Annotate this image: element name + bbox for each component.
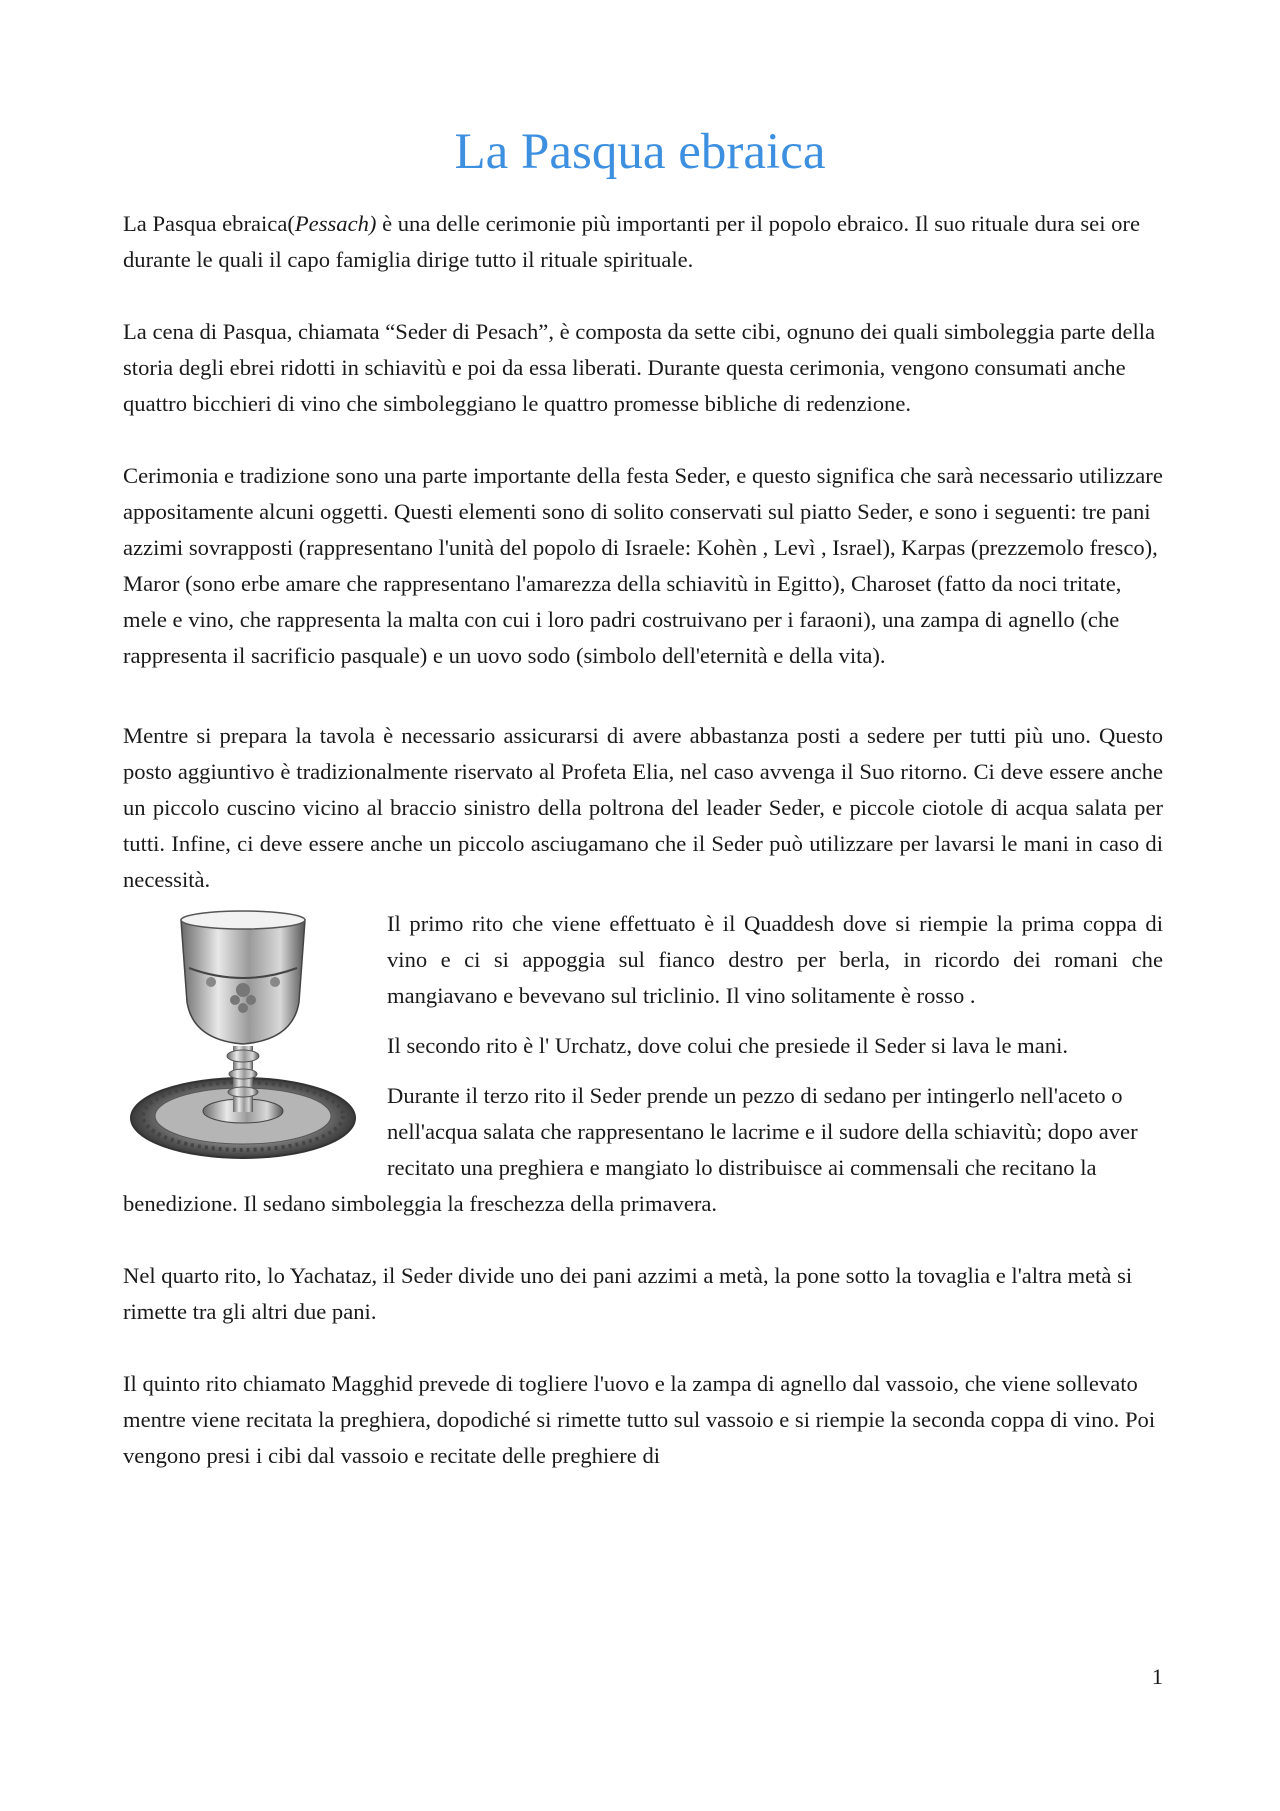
document-body [123, 206, 1163, 1474]
page-title: La Pasqua ebraica [454, 124, 826, 180]
paragraph-rite-yachatz: Nel quarto rito, lo Yachataz, il Seder divide uno dei pani azzimi a metà, la pone sotto la tovaglia e l'altra metà si rimette tra gli altri due pani. [123, 1263, 1133, 1324]
paragraph-table-setup: Mentre si prepara la tavola è necessario assicurarsi di avere abbastanza posti a sedere per tutti più uno. Questo posto aggiuntivo è tradizionalmente riservato al Profeta Elia, nel caso avvenga il Suo ritorno. Ci deve essere anche un piccolo cuscino vicino al braccio sinistro della poltrona del leader Seder, e piccole ciotole di acqua salata per tutti. Infine, ci deve essere anche un piccolo asciugamano che il Seder può utilizzare per lavarsi le mani in caso di necessità. [123, 723, 1163, 892]
paragraph-seder-plate: Cerimonia e tradizione sono una parte importante della festa Seder, e questo significa che sarà necessario utilizzare appositamente alcuni oggetti. Questi elementi sono di solito conservati sul piatto Seder, e sono i seguenti: tre pani azzimi sovrapposti (rappresentano l'unità del popolo di Israele: Kohèn , Levì , Israel), Karpas (prezzemolo fresco), Maror (sono erbe amare che rappresentano l'amarezza della schiavitù in Egitto), Charoset (fatto da noci tritate, mele e vino, che rappresenta la malta con cui i loro padri costruivano per i faraoni), una zampa di agnello (che rappresenta il sacrificio pasquale) e un uovo sodo (simbolo dell'eternità e della vita). [123, 463, 1163, 668]
paragraph-seder-dinner: La cena di Pasqua, chiamata “Seder di Pesach”, è composta da sette cibi, ognuno dei quali simboleggia parte della storia degli ebrei ridotti in schiavitù e poi da essa liberati. Durante questa cerimonia, vengono consumati anche quattro bicchieri di vino che simboleggiano le quattro promesse bibliche di redenzione. [123, 319, 1156, 416]
paragraph-rite-urchatz: Il secondo rito è l' Urchatz, dove colui che presiede il Seder si lava le mani. [387, 1033, 1069, 1058]
intro-text-end: è una delle cerimonie più importanti per il popolo ebraico. Il suo rituale dura sei ore durante le quali il capo famiglia dirige tutto il rituale spirituale. [123, 211, 1140, 272]
kiddush-cup-image [123, 906, 387, 1174]
intro-text-start: La Pasqua ebraica( [123, 211, 295, 236]
paragraph-rite-kaddesh: Il primo rito che viene effettuato è il Quaddesh dove si riempie la prima coppa di vino e ci si appoggia sul fianco destro per berla, in ricordo dei romani che mangiavano e bevevano sul triclinio. Il vino solitamente è rosso . [387, 911, 1163, 1008]
paragraph-intro [123, 206, 1163, 278]
page-number: 1 [1151, 1664, 1163, 1689]
intro-italic-term: Pessach) [294, 211, 377, 236]
paragraph-rite-maggid: Il quinto rito chiamato Magghid prevede di togliere l'uovo e la zampa di agnello dal vassoio, che viene sollevato mentre viene recitata la preghiera, dopodiché si rimette tutto sul vassoio e si riempie la seconda coppa di vino. Poi vengono presi i cibi dal vassoio e recitate delle preghiere di [123, 1371, 1156, 1468]
rite-karpas-text: Durante il terzo rito il Seder prende un pezzo di sedano per intingerlo nell'aceto o nell'acqua salata che rappresentano le lacrime e il sudore della schiavitù; dopo aver recitato una preghiera e mangiato lo distribuisce ai commensali che recitano la benedizione. Il sedano simboleggia la freschezza della primavera. [123, 1083, 1138, 1216]
